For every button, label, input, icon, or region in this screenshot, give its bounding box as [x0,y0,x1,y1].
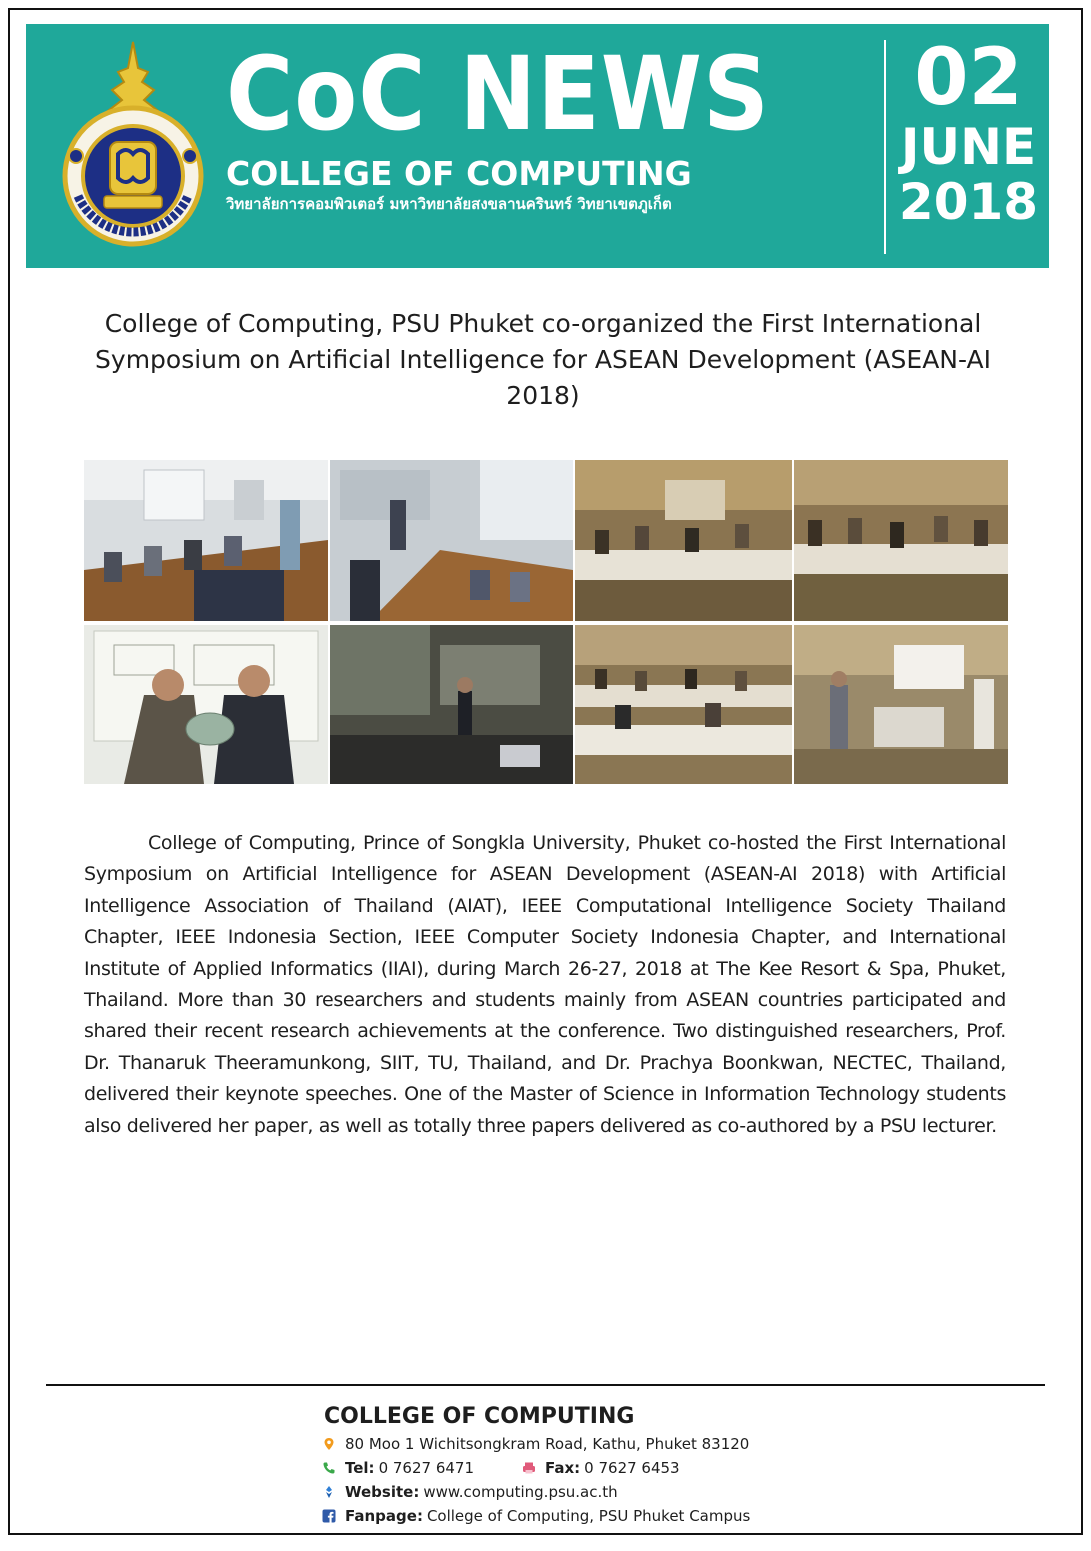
contact-footer [322,1402,842,1528]
footer-address-row [322,1432,842,1456]
article-headline: College of Computing, PSU Phuket co-organized the First International Symposium on Artificial Intelligence for ASEAN Development (ASEAN-AI 2018) [95,309,991,410]
phone-icon [322,1461,336,1475]
footer-address: 80 Moo 1 Wichitsongkram Road, Kathu, Phuket 83120 [345,1435,750,1453]
issue-month: JUNE [900,118,1037,176]
university-seal-logo [58,38,208,248]
issue-year: 2018 [898,173,1039,231]
footer-fanpage-row [322,1504,842,1528]
event-photo [330,460,573,621]
college-name: COLLEGE OF COMPUTING [226,154,692,193]
event-photo [330,625,573,784]
event-photo [575,460,792,621]
website-icon [322,1485,336,1499]
issue-date [888,33,1049,231]
masthead-banner [26,24,1049,268]
event-photo [794,460,1008,621]
website-url[interactable]: www.computing.psu.ac.th [423,1483,618,1501]
website-label: Website: [345,1483,420,1501]
location-pin-icon [322,1437,336,1451]
fax-number: 0 7627 6453 [584,1459,680,1477]
facebook-icon [322,1509,336,1523]
header-divider [884,40,886,254]
footer-divider [46,1384,1045,1386]
fax-label: Fax: [545,1459,581,1477]
masthead-text [226,35,786,214]
footer-college-name: COLLEGE OF COMPUTING [324,1404,635,1429]
event-photo-grid [84,460,1008,786]
fanpage-label: Fanpage: [345,1507,423,1525]
footer-website-row [322,1480,842,1504]
event-photo [794,625,1008,784]
event-photo [84,625,328,784]
issue-day: 02 [914,33,1023,123]
newsletter-page [8,8,1083,1535]
fanpage-name[interactable]: College of Computing, PSU Phuket Campus [426,1507,751,1525]
college-name-thai: วิทยาลัยการคอมพิวเตอร์ มหาวิทยาลัยสงขลานครินทร์ วิทยาเขตภูเก็ต [226,195,672,213]
article-body: College of Computing, Prince of Songkla University, Phuket co-hosted the First International Symposium on Artificial Intelligence for ASEAN Development (ASEAN-AI 2018) with Artificial Intelligence Association of Thailand (AIAT), IEEE Computational Intelligence Society Thailand Chapter, IEEE Indonesia Section, IEEE Computer Society Indonesia Chapter, and International Institute of Applied Informatics (IIAI), during March 26-27, 2018 at The Kee Resort & Spa, Phuket, Thailand. More than 30 researchers and students mainly from ASEAN countries participated and shared their recent research achievements at the conference. Two distinguished researchers, Prof. Dr. Thanaruk Theeramunkong, SIIT, TU, Thailand, and Dr. Prachya Boonkwan, NECTEC, Thailand, delivered their keynote speeches. One of the Master of Science in Information Technology students also delivered her paper, as well as totally three papers delivered as co-authored by a PSU lecturer. [84,832,1006,1137]
footer-phone-row [322,1456,842,1480]
tel-number: 0 7627 6471 [378,1459,474,1477]
fax-icon [522,1461,536,1475]
newsletter-title: CoC NEWS [226,35,770,154]
event-photo [575,625,792,784]
fax-group [522,1456,680,1480]
event-photo [84,460,328,621]
tel-label: Tel: [345,1459,375,1477]
